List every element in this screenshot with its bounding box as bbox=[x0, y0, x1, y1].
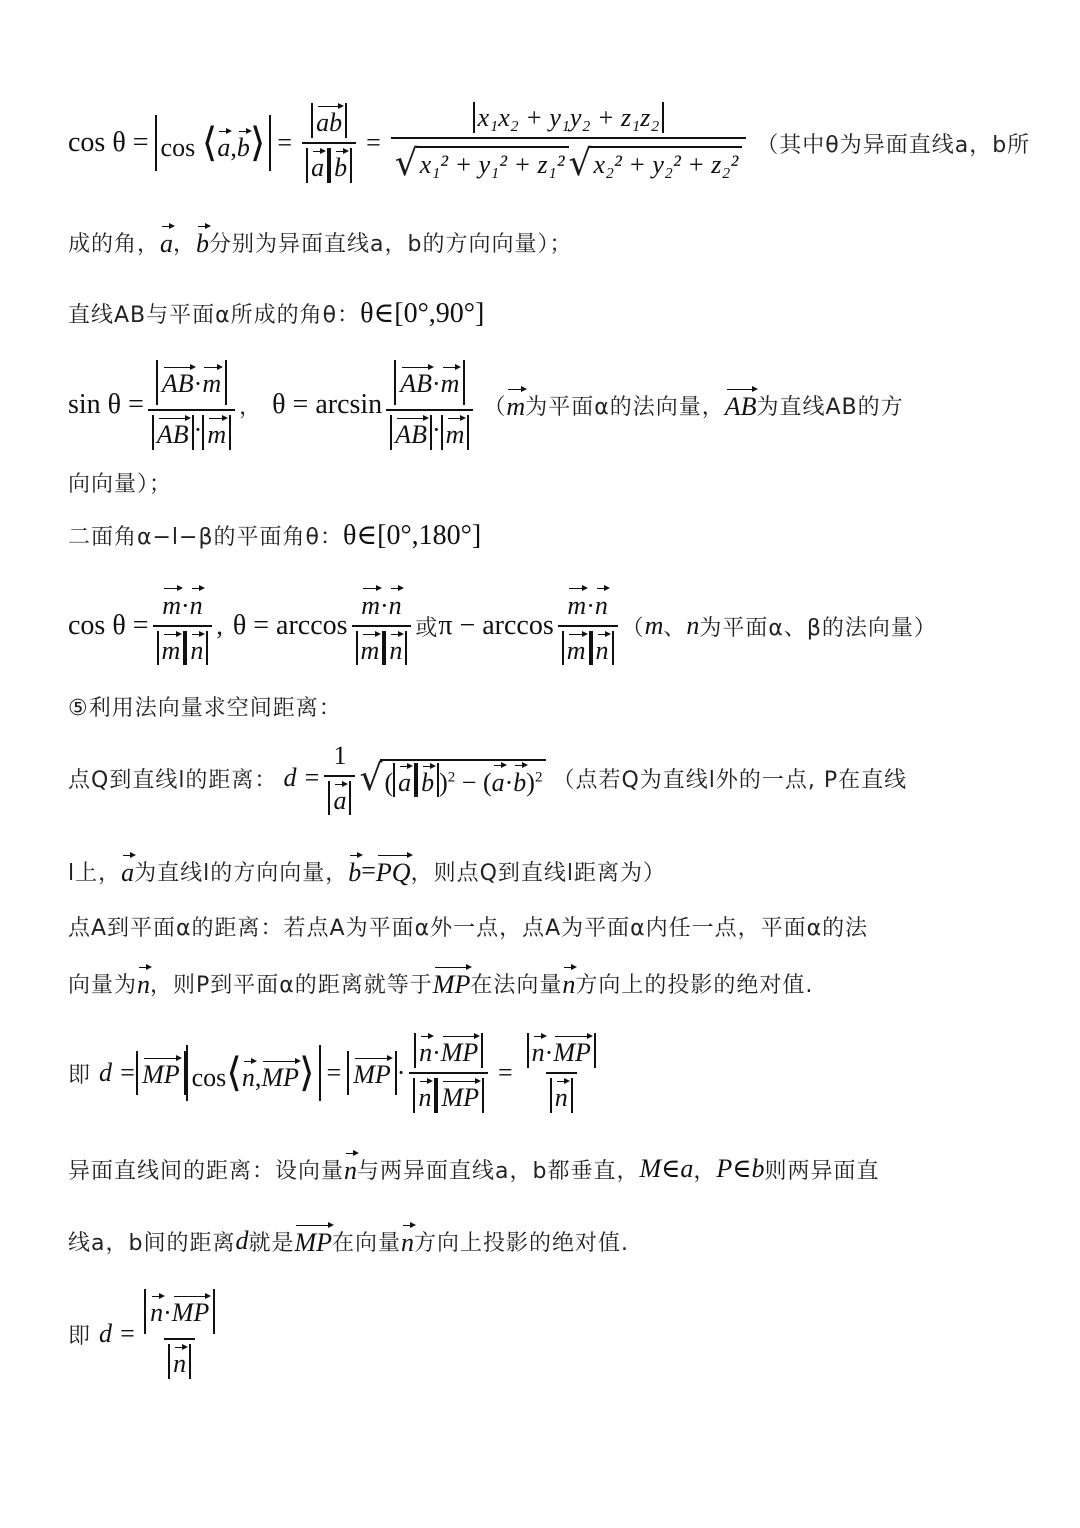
abs-cos: cos ⟨a,b⟩ bbox=[155, 115, 272, 171]
formula-skew-lines-angle: cos θ = cos ⟨a,b⟩ = ab a b = x₁x₂ + y₁y₂ + z₁z₂ √ x₁² + y₁² + z₁² √ x₂² + y₂² + z₂² （其中θ为异面直线a，b所 bbox=[68, 103, 1031, 184]
formula-skew-lines-distance: 即 d = $\frac{n\cdot MP}{n}$ bbox=[68, 1282, 1010, 1386]
vector-b: b bbox=[196, 225, 209, 259]
vector-a: a bbox=[160, 225, 173, 259]
formula-dihedral-angle: cos θ = m · n m n , θ = arccos m · n m n 或 π − arccos m · n m n （ m 、 n 为平面α、β的法向量） bbox=[68, 574, 1010, 678]
fraction-dot-over-norms: ab a b bbox=[302, 103, 356, 182]
note-text: （其中θ为异面直线a，b所 bbox=[756, 132, 1031, 158]
square-root: √ ( a b )$^2 - (a\cdot b)^2$ bbox=[359, 758, 546, 799]
paragraph-line: 线a，b间的距离 d 就是 MP 在向量 n 方向上投影的绝对值. bbox=[68, 1226, 630, 1257]
paragraph-line: l上， a 为直线l的方向向量， b = PQ ，则点Q到直线l距离为） bbox=[68, 856, 667, 887]
paragraph-line: 向向量）； bbox=[68, 471, 173, 497]
formula-point-plane-distance: 即 d = MP cos⟨n,MP⟩ = MP · n·MP n MP = $\frac{n\cdot MP}{n}$ bbox=[68, 1020, 1010, 1126]
formula-point-line-distance: 点Q到直线l的距离： d = $\frac{1}{a}$ √ ( a b )$^2 - (a\cdot b)^2$ （点若Q为直线l外的一点, P在直线 bbox=[68, 740, 908, 815]
paragraph-line: 向量为 n ，则P到平面α的距离就等于 MP 在法向量 n 方向上的投影的绝对值. bbox=[68, 960, 1010, 1006]
section-heading: ⑤利用法向量求空间距离： bbox=[68, 695, 342, 721]
paragraph-line: 二面角α−l−β的平面角θ： θ∈[0°,180°] bbox=[68, 520, 482, 551]
paragraph-line: 异面直线间的距离：设向量 n 与两异面直线a，b都垂直， M∈a ， P∈b 则两异面直 bbox=[68, 1154, 880, 1185]
vector-b: b bbox=[237, 130, 250, 163]
fraction-coordinates: x₁x₂ + y₁y₂ + z₁z₂ √ x₁² + y₁² + z₁² √ x₂² + y₂² + z₂² bbox=[391, 102, 747, 184]
angle-range: θ∈[0°,180°] bbox=[342, 520, 482, 551]
angle-range: θ∈[0°,90°] bbox=[360, 298, 485, 329]
formula-line-plane-angle: sin θ = AB·m AB · m ， θ = arcsin AB·m AB · m （ m 为平面α的法向量， AB 为直线AB的方 bbox=[68, 350, 1010, 460]
paragraph-line: 点A到平面α的距离：若点A为平面α外一点，点A为平面α内任一点，平面α的法 bbox=[68, 915, 869, 941]
formula-lhs: cos θ = bbox=[68, 127, 149, 158]
vector-a: a bbox=[217, 130, 230, 163]
paragraph-line: 成的角， a ， b 分别为异面直线a，b的方向向量）； bbox=[68, 218, 1010, 266]
paragraph-line: 直线AB与平面α所成的角θ： θ∈[0°,90°] bbox=[68, 298, 485, 329]
